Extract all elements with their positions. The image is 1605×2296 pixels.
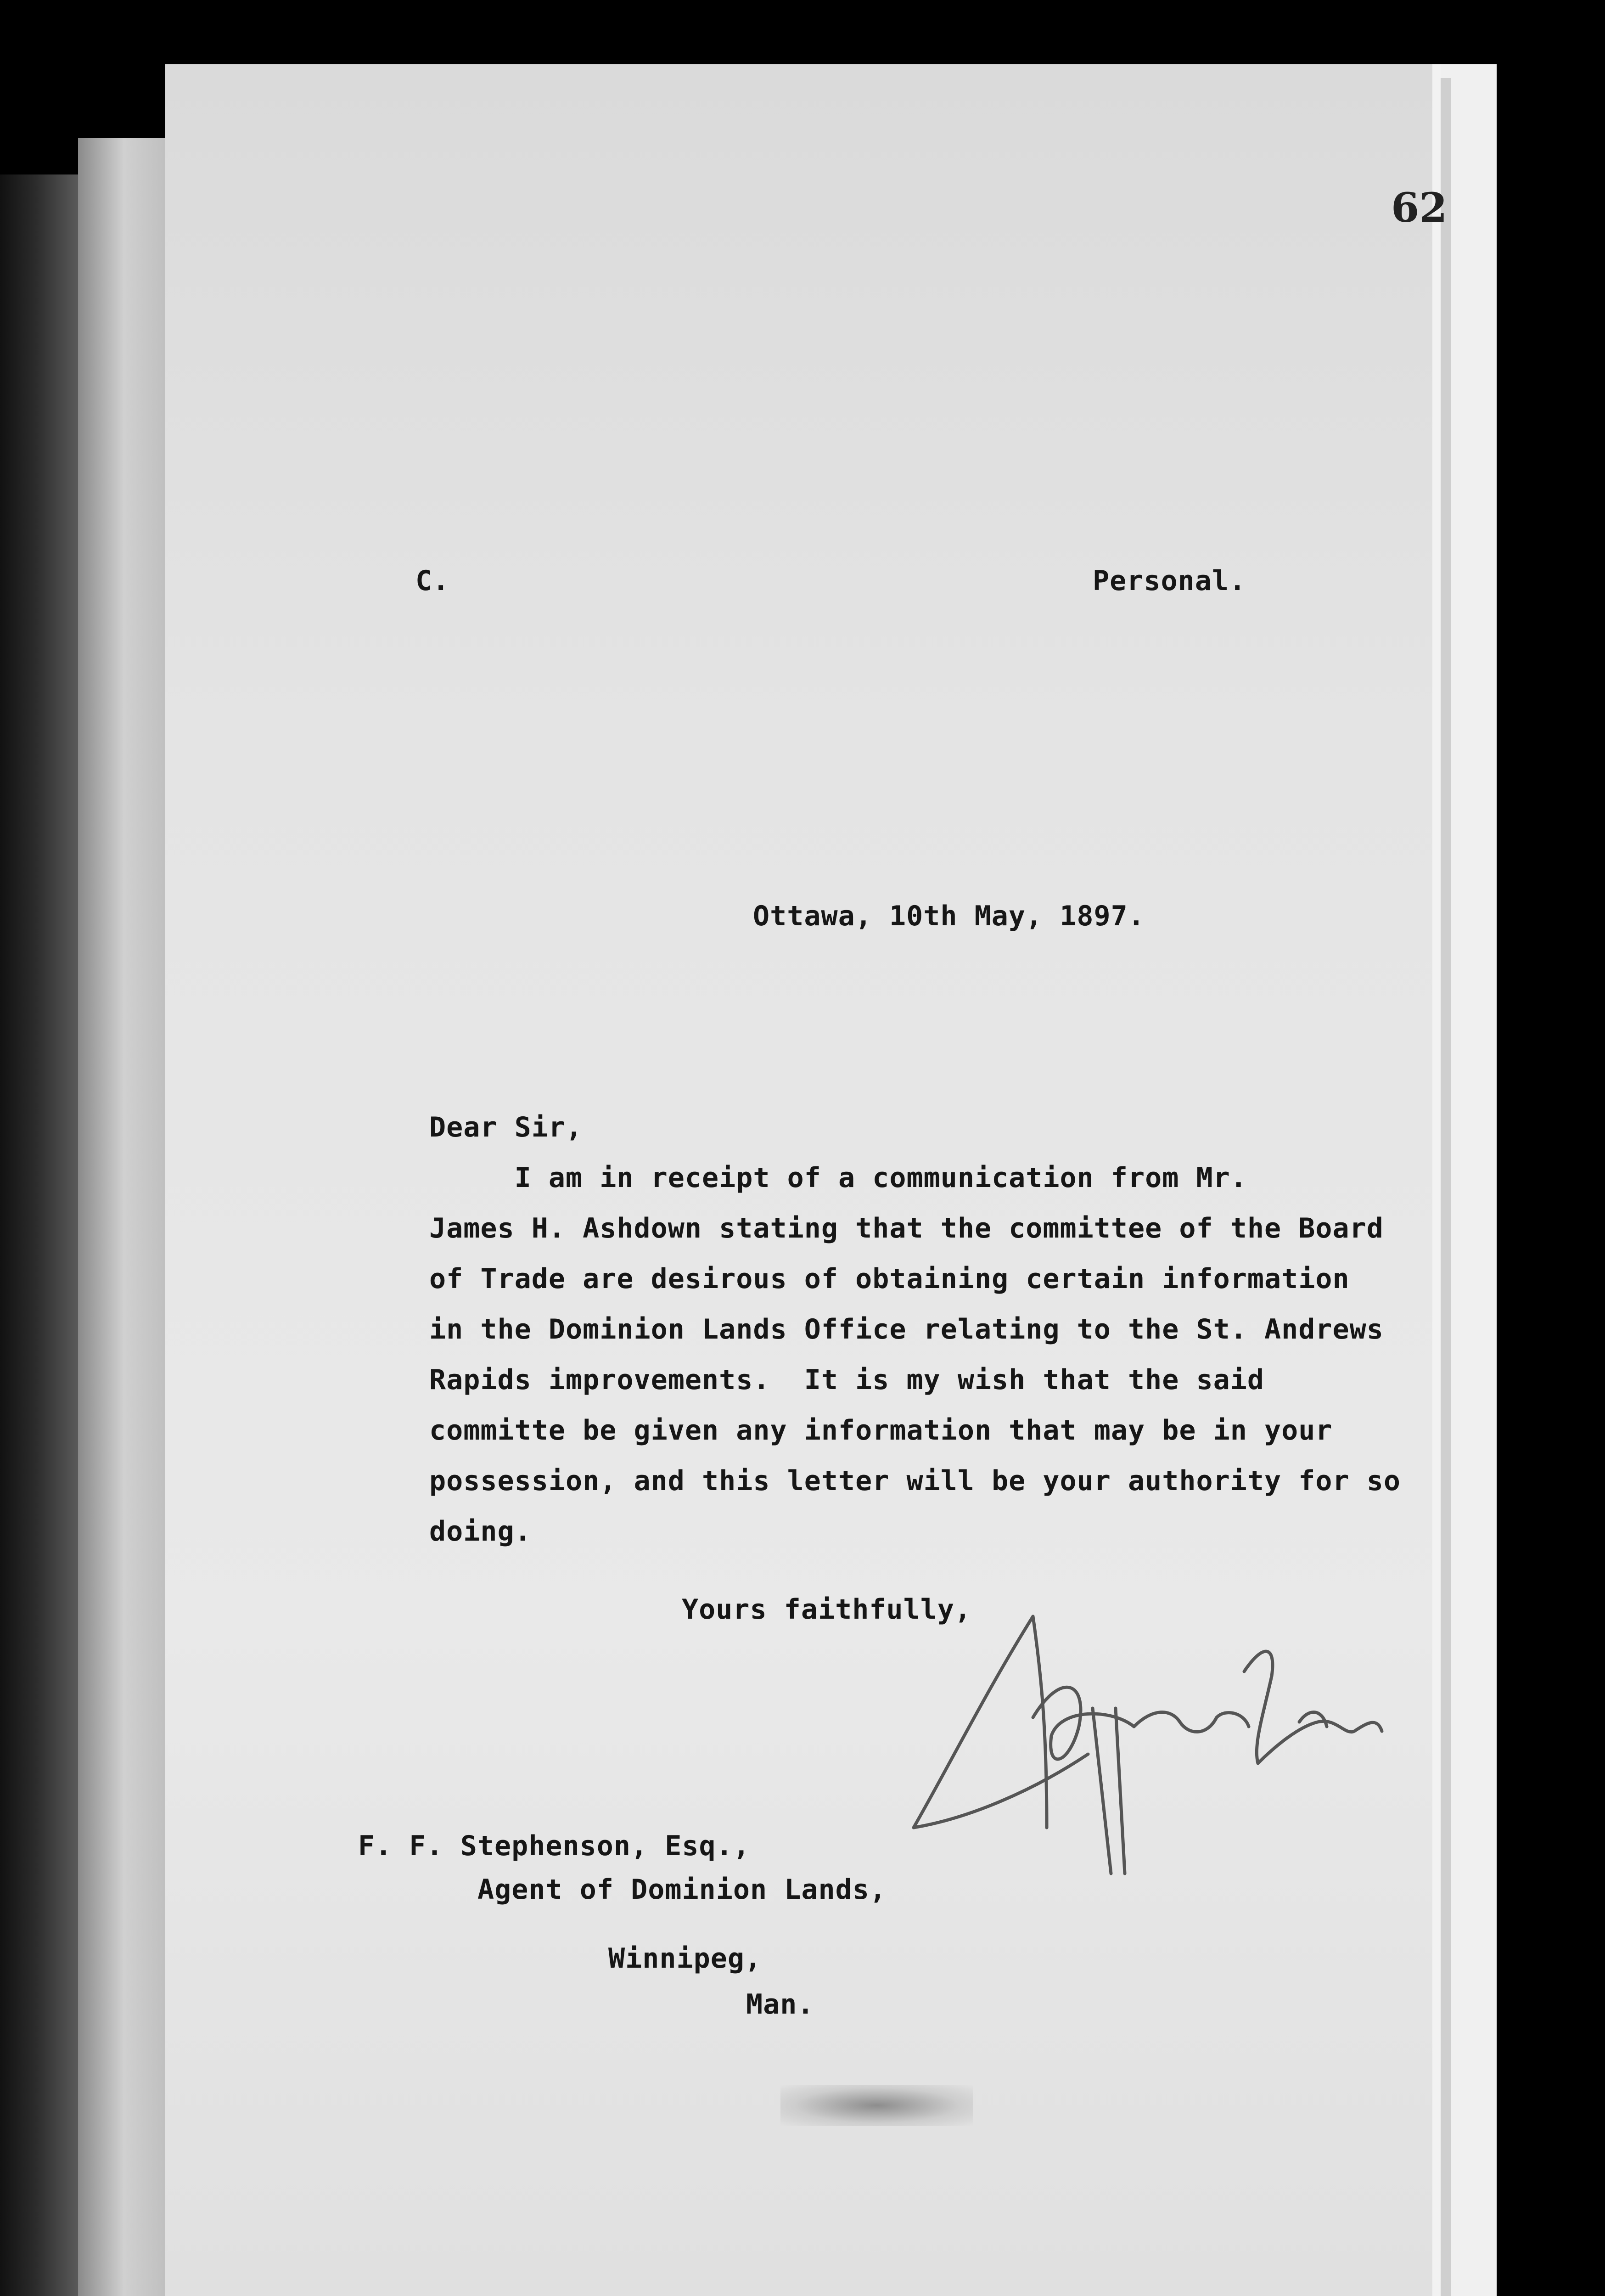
addressee-province: Man. <box>746 1988 814 2020</box>
page-number: 62 <box>1391 184 1448 231</box>
handwritten-signature <box>895 1570 1391 1901</box>
body-line: James H. Ashdown stating that the committee of the Board <box>429 1212 1384 1244</box>
date-line: Ottawa, 10th May, 1897. <box>753 900 1145 932</box>
body-line: doing. <box>429 1515 532 1548</box>
reference-letter: C. <box>415 565 450 597</box>
body-line: committe be given any information that may be in your <box>429 1414 1333 1446</box>
sign-off: Yours faithfully, <box>682 1593 972 1626</box>
ink-smudge <box>780 2085 973 2126</box>
adjacent-page-strip <box>0 174 78 2296</box>
confidentiality-mark: Personal. <box>1093 565 1246 597</box>
addressee-name: F. F. Stephenson, Esq., <box>358 1830 750 1862</box>
body-line: of Trade are desirous of obtaining certain information <box>429 1263 1350 1295</box>
salutation: Dear Sir, <box>429 1111 583 1143</box>
body-line: Rapids improvements. It is my wish that the said <box>429 1364 1265 1396</box>
body-line: possession, and this letter will be your authority for so <box>429 1465 1401 1497</box>
addressee-title: Agent of Dominion Lands, <box>477 1874 887 1906</box>
body-line: I am in receipt of a communication from Mr. <box>429 1162 1247 1194</box>
addressee-city: Winnipeg, <box>608 1942 762 1975</box>
body-line: in the Dominion Lands Office relating to the St. Andrews <box>429 1313 1384 1345</box>
